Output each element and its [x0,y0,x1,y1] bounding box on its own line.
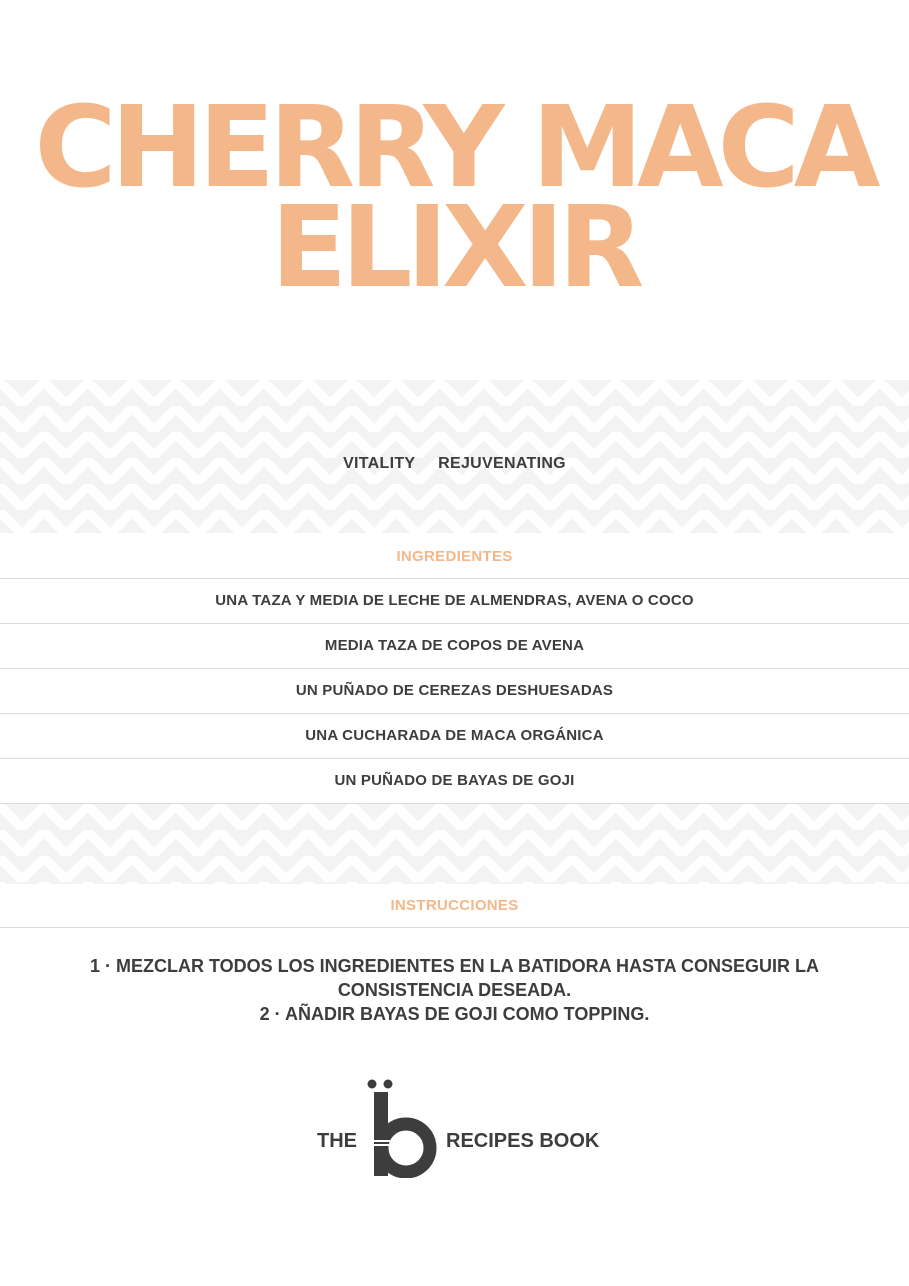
ingredient-item: UNA CUCHARADA DE MACA ORGÁNICA [0,714,909,759]
title-line-2: ELIXIR [270,183,639,313]
tag-list [0,455,909,473]
ingredient-list [0,578,909,804]
chevron-pattern-band-bottom [0,804,909,884]
title-line-1: CHERRY MACA [34,83,875,213]
ingredient-item: UN PUÑADO DE CEREZAS DESHUESADAS [0,669,909,714]
footer-the-text: THE [317,1130,357,1152]
ingredient-item: UNA TAZA Y MEDIA DE LECHE DE ALMENDRAS, AVENA O COCO [0,579,909,624]
footer-recipes-book-text: RECIPES BOOK [446,1130,600,1152]
tag-vitality: VITALITY [343,455,416,472]
instructions-divider [0,927,909,928]
ingredient-item: MEDIA TAZA DE COPOS DE AVENA [0,624,909,669]
footer-brand [0,1078,909,1178]
ingredient-item: UN PUÑADO DE BAYAS DE GOJI [0,759,909,804]
instruction-list [60,954,849,1026]
instructions-header: INSTRUCCIONES [390,897,519,914]
b-umlaut-logo-icon [364,1078,444,1178]
instruction-step: 2 · AÑADIR BAYAS DE GOJI COMO TOPPING. [259,1004,650,1024]
ingredients-header: INGREDIENTES [396,548,513,565]
instruction-step: 1 · MEZCLAR TODOS LOS INGREDIENTES EN LA BATIDORA HASTA CONSEGUIR LA CONSISTENCIA DESEADA. [89,956,820,1000]
tag-rejuvenating: REJUVENATING [438,455,566,472]
